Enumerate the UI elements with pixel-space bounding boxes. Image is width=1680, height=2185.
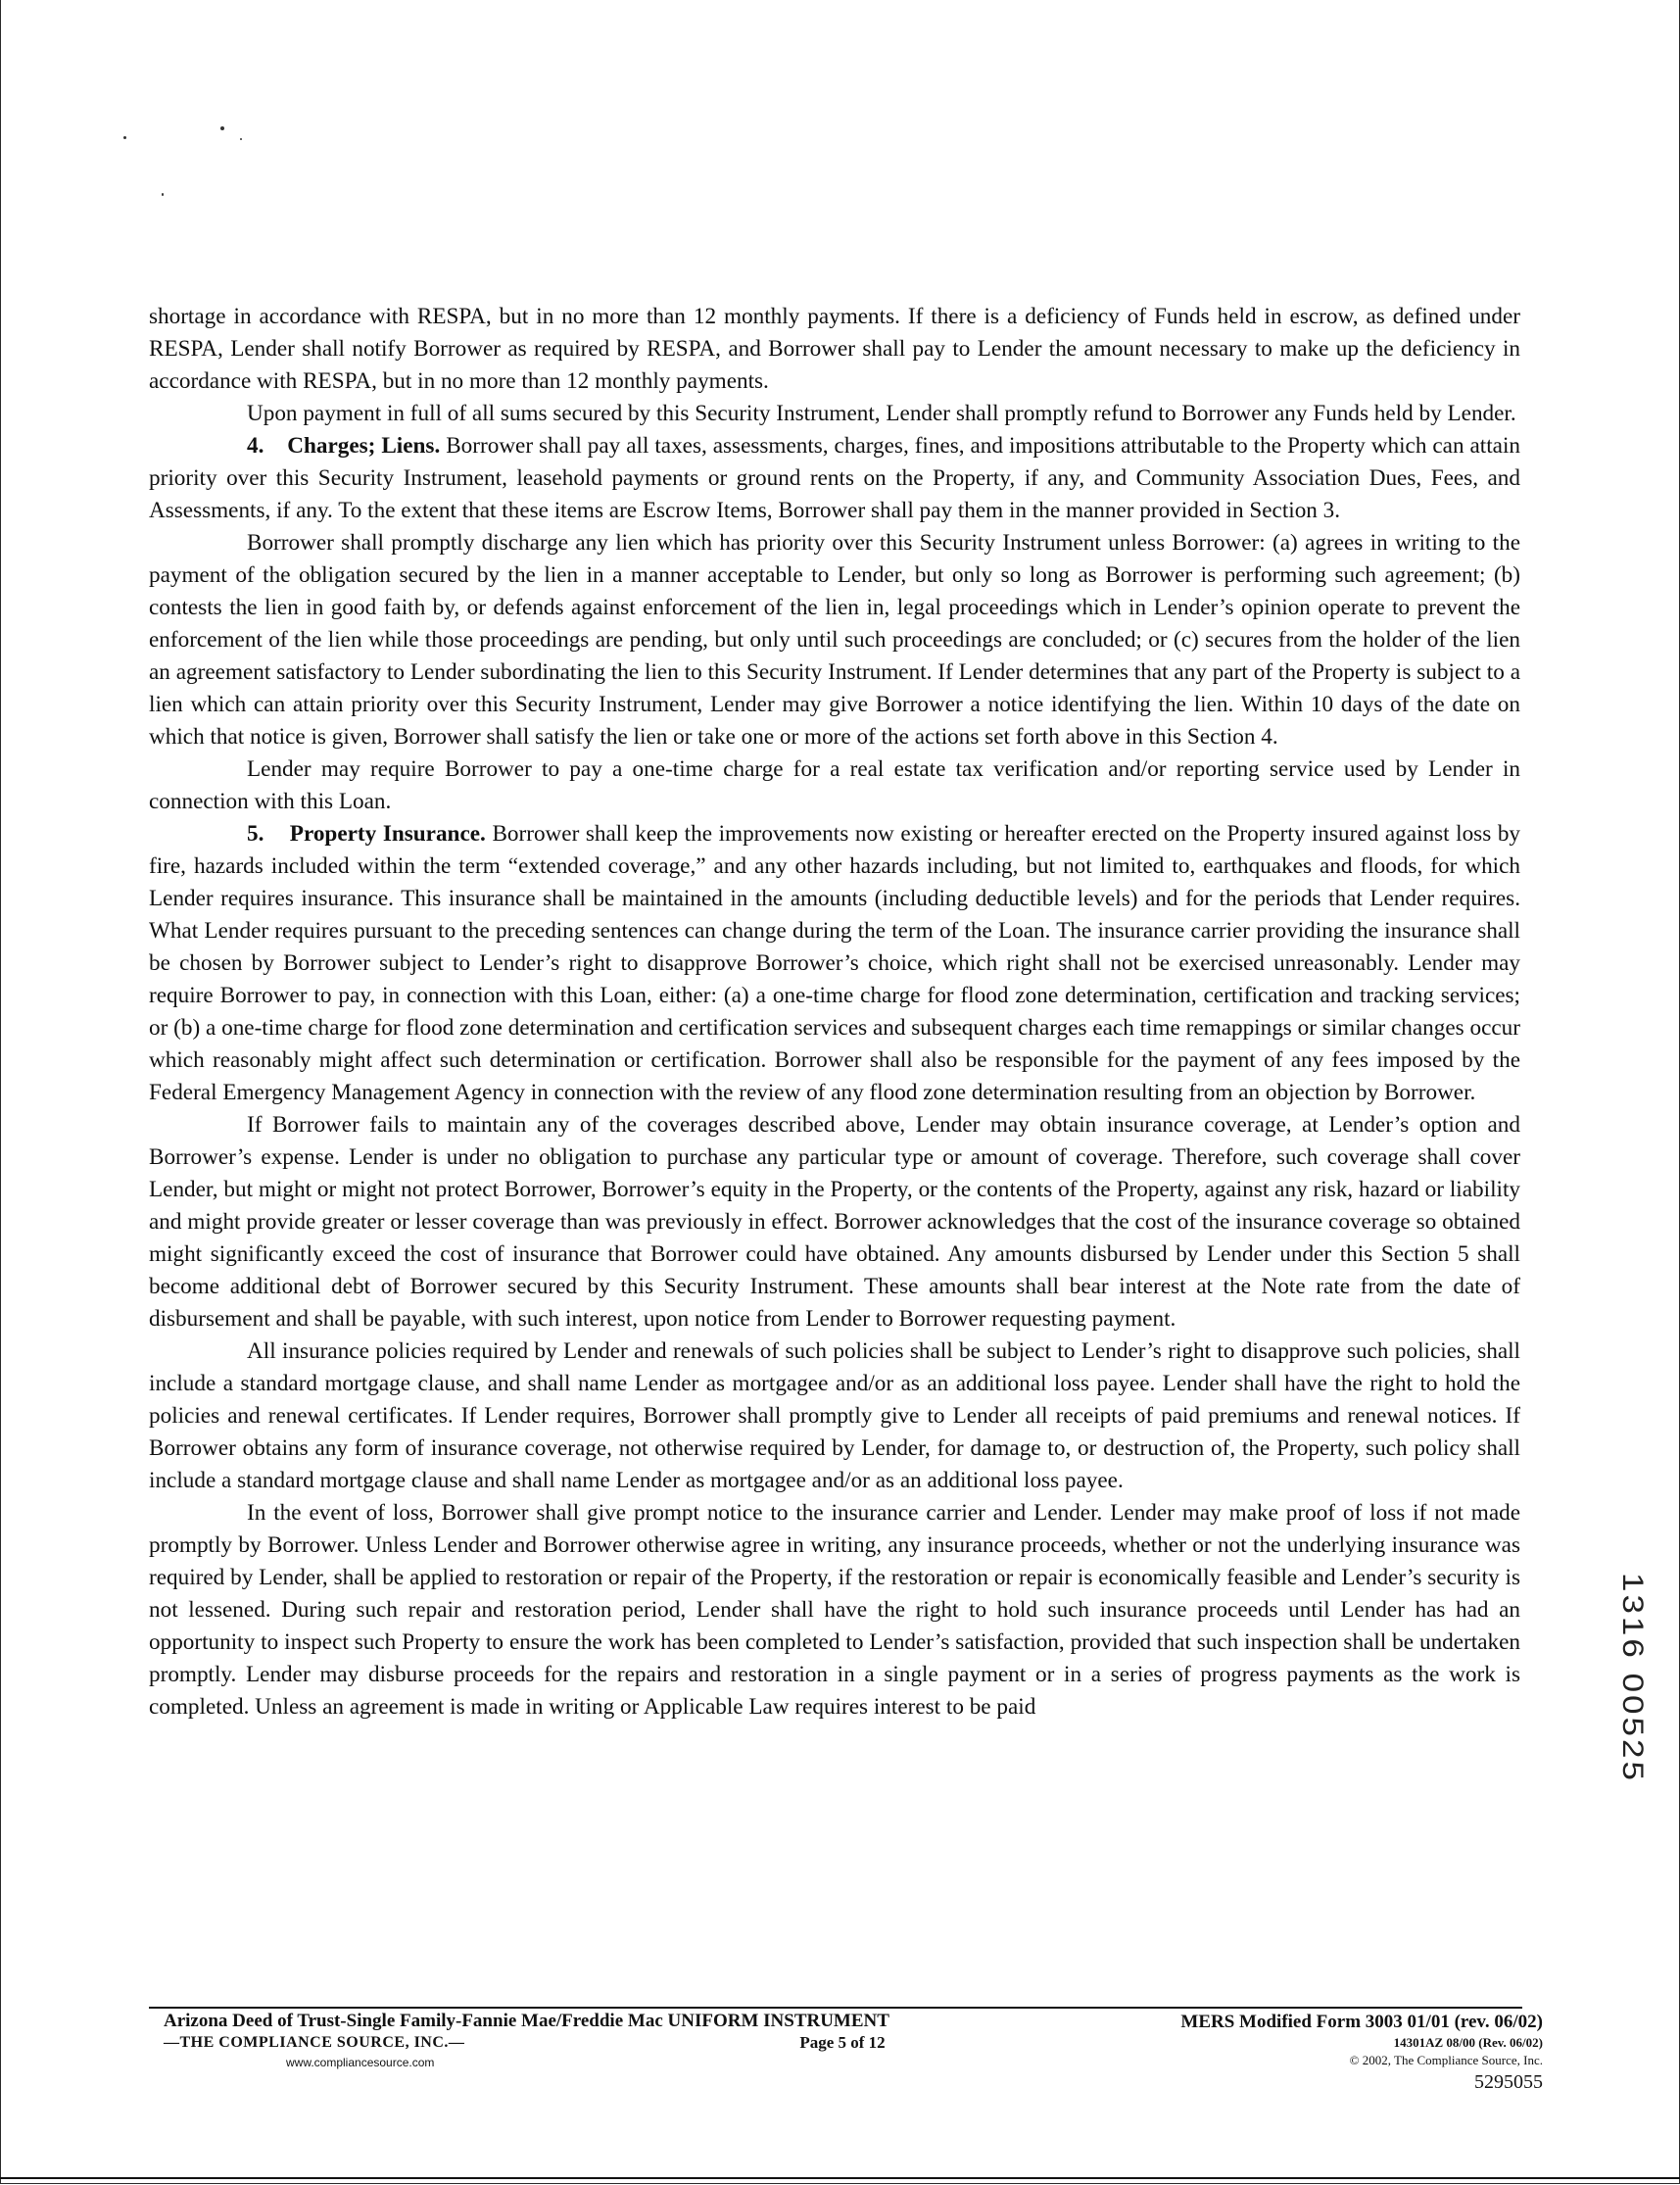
section-heading: Property Insurance. (289, 821, 486, 847)
footer-right (1058, 2011, 1543, 2095)
section-4-charges-liens (149, 430, 1520, 527)
section-number: 5. (247, 821, 264, 847)
footer-center (744, 2011, 940, 2054)
paragraph-lender-coverage: If Borrower fails to maintain any of the coverages described above, Lender may obtain insurance coverage, at Lender’s option and Borrower’s expense. Lender is under no obligation to purchase any particular type or amount of coverage. Therefore, such coverage shall cover Lender, but might or might not protect Borrower, Borrower’s equity in the Property, or the contents of the Property, against any risk, hazard or liability and might provide greater or lesser coverage than was previously in effect. Borrower acknowledges that the cost of the insurance coverage so obtained might significantly exceed the cost of insurance that Borrower could have obtained. Any amounts disbursed by Lender under this Section 5 shall become additional debt of Borrower secured by this Security Instrument. These amounts shall bear interest at the Note rate from the date of disbursement and shall be payable, with such interest, upon notice from Lender to Borrower requesting payment. (149, 1112, 1520, 1332)
form-title: Arizona Deed of Trust-Single Family-Fannie Mae/Freddie Mac UNIFORM INSTRUMENT (164, 2011, 889, 2031)
section-heading: Charges; Liens. (287, 433, 441, 459)
footer-divider (149, 2007, 1522, 2009)
recording-stamp: 1316 00525 (1616, 1573, 1650, 1783)
page-number: Page 5 of 12 (799, 2033, 886, 2052)
copyright: © 2002, The Compliance Source, Inc. (1349, 2053, 1543, 2067)
bottom-scan-line (0, 2177, 1680, 2179)
form-code: 14301AZ 08/00 (Rev. 06/02) (1393, 2035, 1543, 2050)
form-number: MERS Modified Form 3003 01/01 (rev. 06/02) (1180, 2012, 1543, 2032)
section-5-property-insurance (149, 818, 1520, 1109)
scan-speck (240, 138, 242, 140)
section-number: 4. (247, 433, 264, 459)
paragraph-event-of-loss: In the event of loss, Borrower shall give prompt notice to the insurance carrier and Lender. Lender may make proof of loss if not made promptly by Borrower. Unless Lender and Borrower otherwise agree in writing, any insurance proceeds, whether or not the underlying insurance was required by Lender, shall be applied to restoration or repair of the Property, if the restoration or repair is economically feasible and Lender’s security is not lessened. During such repair and restoration period, Lender shall have the right to hold such insurance proceeds until Lender has had an opportunity to inspect such Property to ensure the work has been completed to Lender’s satisfaction, provided that such inspection shall be undertaken promptly. Lender may disburse proceeds for the repairs and restoration in a single payment or in a series of progress payments as the work is completed. Unless an agreement is made in writing or Applicable Law requires interest to be paid (149, 1500, 1520, 1720)
company-name: —THE COMPLIANCE SOURCE, INC.— (164, 2034, 465, 2051)
paragraph-tax-verification: Lender may require Borrower to pay a one-time charge for a real estate tax verification and/or reporting service used by Lender in connection with this Loan. (149, 756, 1520, 814)
document-body (149, 301, 1520, 1724)
paragraph-respa-shortage: shortage in accordance with RESPA, but in no more than 12 monthly payments. If there is a deficiency of Funds held in escrow, as defined under RESPA, Lender shall notify Borrower as required by RESPA, and Borrower shall pay to Lender the amount necessary to make up the deficiency in accordance with RESPA, but in no more than 12 monthly payments. (149, 304, 1520, 394)
section-text: Borrower shall keep the improvements now existing or hereafter erected on the Property insured against loss by fire, hazards included within the term “extended coverage,” and any other hazards including, but not limited to, earthquakes and floods, for which Lender requires insurance. This insurance shall be maintained in the amounts (including deductible levels) and for the periods that Lender requires. What Lender requires pursuant to the preceding sentences can change during the term of the Loan. The insurance carrier providing the insurance shall be chosen by Borrower subject to Lender’s right to disapprove Borrower’s choice, which right shall not be exercised unreasonably. Lender may require Borrower to pay, in connection with this Loan, either: (a) a one-time charge for flood zone determination, certification and tracking services; or (b) a one-time charge for flood zone determination and certification services and subsequent charges each time remappings or similar changes occur which reasonably might affect such determination or certification. Borrower shall also be responsible for the payment of any fees imposed by the Federal Emergency Management Agency in connection with the review of any flood zone determination resulting from an objection by Borrower. (149, 821, 1521, 1105)
scan-speck (220, 126, 224, 130)
section-text: Borrower shall pay all taxes, assessments, charges, fines, and impositions attributable to the Property which can attain priority over this Security Instrument, leasehold payments or ground rents on the Property, if any, and Community Association Dues, Fees, and Assessments, if any. To the extent that these items are Escrow Items, Borrower shall pay them in the manner provided in Section 3. (149, 433, 1521, 523)
scan-speck (123, 136, 126, 139)
company-url: www.compliancesource.com (286, 2056, 435, 2069)
loan-number: 5295055 (1474, 2071, 1543, 2093)
paragraph-discharge-lien: Borrower shall promptly discharge any lien which has priority over this Security Instrument unless Borrower: (a) agrees in writing to the payment of the obligation secured by the lien in a manner acceptable to Lender, but only so long as Borrower is performing such agreement; (b) contests the lien in good faith by, or defends against enforcement of the lien in, legal proceedings which in Lender’s opinion operate to prevent the enforcement of the lien while those proceedings are pending, but only until such proceedings are concluded; or (c) secures from the holder of the lien an agreement satisfactory to Lender subordinating the lien to this Security Instrument. If Lender determines that any part of the Property is subject to a lien which can attain priority over this Security Instrument, Lender may give Borrower a notice identifying the lien. Within 10 days of the date on which that notice is given, Borrower shall satisfy the lien or take one or more of the actions set forth above in this Section 4. (149, 530, 1520, 750)
scan-speck (162, 193, 164, 196)
paragraph-refund-funds: Upon payment in full of all sums secured by this Security Instrument, Lender shall promptly refund to Borrower any Funds held by Lender. (247, 401, 1516, 426)
paragraph-insurance-policies: All insurance policies required by Lender and renewals of such policies shall be subject to Lender’s right to disapprove such policies, shall include a standard mortgage clause, and shall name Lender as mortgagee and/or as an additional loss payee. Lender shall have the right to hold the policies and renewal certificates. If Lender requires, Borrower shall promptly give to Lender all receipts of paid premiums and renewal notices. If Borrower obtains any form of insurance coverage, not otherwise required by Lender, for damage to, or destruction of, the Property, such policy shall include a standard mortgage clause and shall name Lender as mortgagee and/or as an additional loss payee. (149, 1338, 1520, 1493)
